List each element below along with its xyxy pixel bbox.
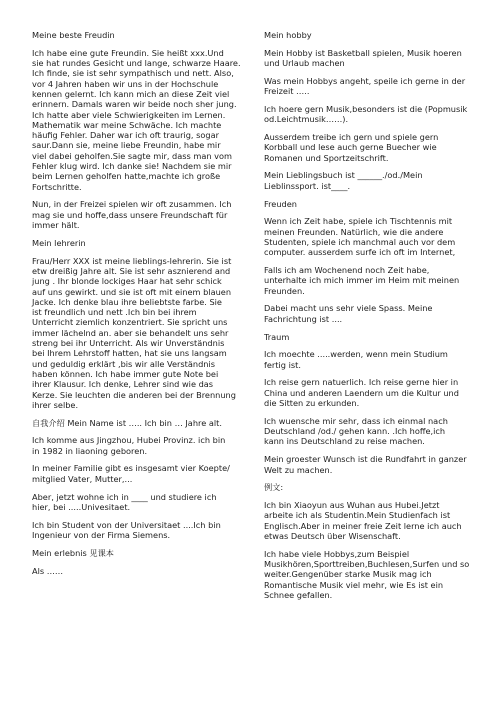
section-title-hobby: Mein hobby — [264, 30, 312, 40]
section-title-example: 例文: — [264, 482, 284, 493]
section-title-best-friend: Meine beste Freudin — [32, 30, 115, 40]
paragraph-self-intro: 自我介绍 Mein Name ist ….. Ich bin … Jahre alt. — [32, 417, 222, 428]
section-title-teacher: Mein lehrerin — [32, 237, 86, 248]
paragraph-career-wish: Ich moechte .....werden, wenn mein Studium fertig ist. — [264, 349, 448, 370]
paragraph-family: In meiner Familie gibt es insgesamt vier Koepte/ mitglied Vater, Mutter,... — [32, 463, 230, 484]
paragraph-example-intro: Ich bin Xiaoyun aus Wuhan aus Hubei.Jetzt arbeite ich als Studentin.Mein Studienfach ist Englisch.Aber in meiner freie Zeit lerne ich auch etwas Deutsch über Wisenschaft. — [264, 500, 462, 541]
right-column — [264, 30, 486, 608]
paragraph-occupation: Ich bin Student von der Universitaet ....Ich bin Ingenieur von der Firma Siemens. — [32, 519, 221, 540]
paragraph-world-tour: Mein groester Wunsch ist die Rundfahrt in ganzer Welt zu machen. — [264, 454, 467, 475]
paragraph-friend-leisure: Nun, in der Freizei spielen wir oft zusammen. Ich mag sie und hoffe,dass unsere Freundschaft für immer hält. — [32, 199, 232, 231]
paragraph-hobby-list: Mein Hobby ist Basketball spielen, Musik hoeren und Urlaub machen — [264, 47, 462, 69]
section-title-dream: Traum — [264, 331, 290, 342]
paragraph-residence: Aber, jetzt wohne ich in ____ und studiere ich hier, bei .....Univesitaet. — [32, 491, 217, 512]
paragraph-example-hobbies: Ich habe viele Hobbys,zum Beispiel Musikhören,Sporttreiben,Buchlesen,Surfen und so weiter.Gengenüber starke Musik mag ich Romantische Musik viel mehr, wie Es ist ein Schnee gefallen. — [264, 548, 470, 600]
paragraph-als: Als …… — [32, 565, 64, 576]
paragraph-travel: Ich reise gern natuerlich. Ich reise gerne hier in China und anderen Laendern um die Kultur und die Sitten zu erkunden. — [264, 377, 459, 409]
paragraph-germany-wish: Ich wuensche mir sehr, dass ich einmal nach Deutschland /od./ gehen kann. .Ich hoffe,ich kann ins Deutschland zu reise machen. — [264, 415, 448, 447]
paragraph-favorites: Mein Lieblingsbuch ist ______./od./Mein Lieblinssport. ist____. — [264, 170, 423, 191]
paragraph-weekend: Falls ich am Wochenend noch Zeit habe, unterhalte ich mich immer im Heim mit meinen Freunden. — [264, 265, 460, 296]
left-column — [32, 30, 257, 583]
paragraph-sport-reading: Ausserdem treibe ich gern und spiele gern Korbball und lese auch gerne Buecher wie Romanen und Sportzeitschrift. — [264, 132, 439, 163]
paragraph-music: Ich hoere gern Musik,besonders ist die (Popmusik od.Leichtmusik……). — [264, 103, 468, 125]
paragraph-teacher-description: Frau/Herr XXX ist meine lieblings-lehrerin. Sie ist etw dreißig Jahre alt. Sie ist sehr asznierend and jung . Ihr blonde lockiges Haar hat sehr schick auf uns gewirkt. und sie ist oft mit einem blauen Jacke. Ich denke blau ihre beliebtste farbe. Sie ist freundlich und nett .Ich bin bei ihrem Unterricht ziemlich konzentriert. Sie spricht uns immer lächelnd an. aber sie behandelt uns sehr streng bei ihr Unterricht. Als wir Unverständnis bei Ihrem Lehrstoff hatten, hat sie uns langsam und geduldig erklärt ,bis wir alle Verständnis haben können. Ich habe immer gute Note bei ihrer Klausur. Ich denke, Lehrer sind wie das Kerze. Sie leuchten die anderen bei der Brennung ihrer selbe. — [32, 255, 236, 410]
paragraph-experience: Mein erlebnis 见课本 — [32, 547, 114, 558]
paragraph-fun-major: Dabei macht uns sehr viele Spass. Meine Fachrichtung ist .... — [264, 303, 433, 324]
paragraph-friend-description: Ich habe eine gute Freundin. Sie heißt xxx.Und sie hat rundes Gesicht und lange, schwarze Haare. Ich finde, sie ist sehr sympathisch und nett. Also, vor 4 Jahren haben wir uns in der Hochschule kennen gelernt. Ich kann mich an diese Zeit viel erinnern. Damals waren wir beide noch sher jung. Ich hatte aber viele Schwierigkeiten im Lernen. Mathematik war meine Schwäche. Ich machte häufig Fehler. Daher war ich oft traurig, sogar saur.Dann sie, meine liebe Freundin, habe mir viel dabei geholfen.Sie sagte mir, dass man vom Fehler klug wird. Ich danke sie! Nachdem sie mir beim Lernen geholfen hatte,machte ich große Fortschritte. — [32, 47, 241, 192]
paragraph-friends-activities: Wenn ich Zeit habe, spiele ich Tischtennis mit meinen Freunden. Natürlich, wie die andere Studenten, spiele ich manchmal auch vor dem computer. ausserdem surfe ich oft im Internet, — [264, 216, 456, 258]
paragraph-hobby-freetime: Was mein Hobbys angeht, speile ich gerne in der Freizeit ….. — [264, 75, 466, 97]
section-title-friends: Freuden — [264, 198, 297, 209]
paragraph-origin: Ich komme aus Jingzhou, Hubei Provinz. ich bin in 1982 in liaoning geboren. — [32, 435, 226, 456]
